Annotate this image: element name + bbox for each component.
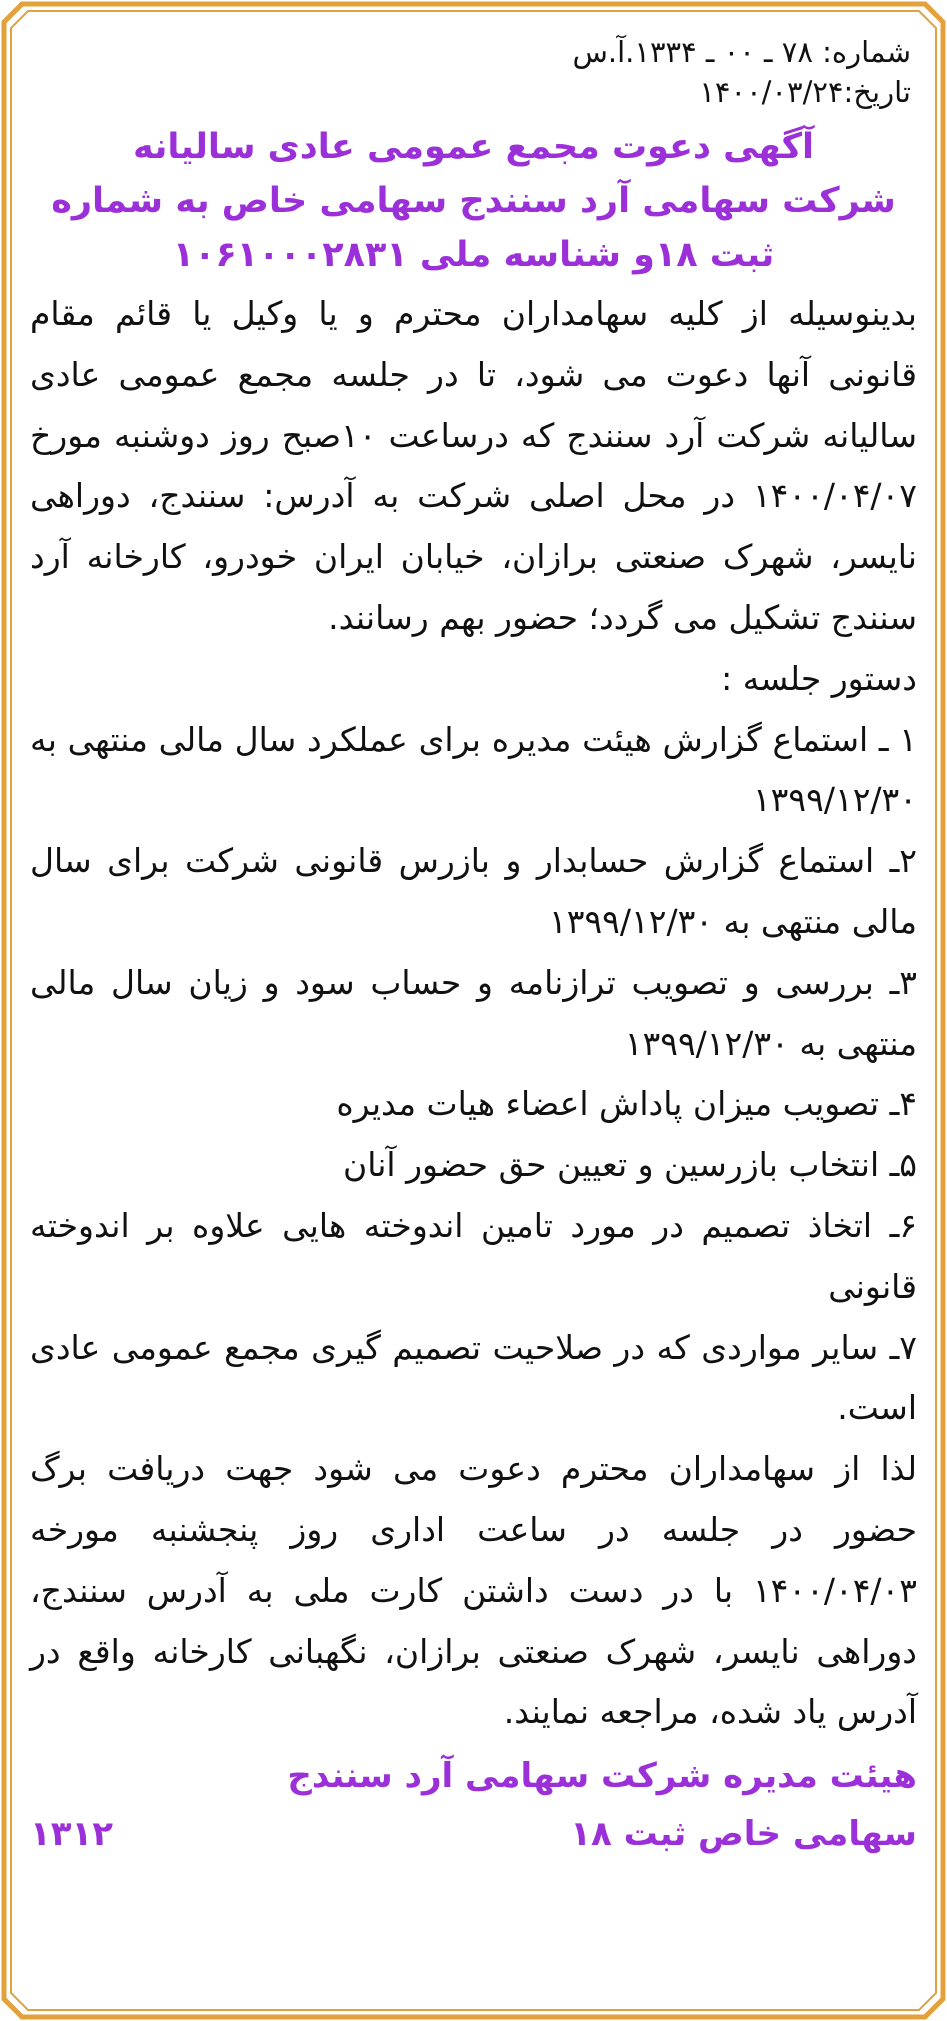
closing-paragraph: لذا از سهامداران محترم دعوت می شود جهت دریافت برگ حضور در جلسه در ساعت اداری روز پنجشنبه مورخه ۱۴۰۰/۰۴/۰۳ با در دست داشتن کارت ملی به آدرس سنندج، دوراهی نایسر، شهرک صنعتی برازان، نگهبانی کارخانه واقع در آدرس یاد شده، مراجعه نمایند. <box>30 1449 917 1732</box>
intro-paragraph: بدینوسیله از کلیه سهامداران محترم و یا وکیل یا قائم مقام قانونی آنها دعوت می شود، تا در جلسه مجمع عمومی عادی سالیانه شرکت آرد سنندج که درساعت ۱۰صبح روز دوشنبه مورخ ۱۴۰۰/۰۴/۰۷ در محل اصلی شرکت به آدرس: سنندج، دوراهی نایسر، شهرک صنعتی برازان، خیابان ایران خودرو، کارخانه آرد سنندج تشکیل می گردد؛ حضور بهم رسانند. <box>30 294 917 637</box>
signature-line-2: سهامی خاص ثبت ۱۸ <box>570 1814 917 1855</box>
document-meta <box>30 32 917 112</box>
agenda-item: ۴ـ تصویب میزان پاداش اعضاء هیات مدیره <box>336 1084 917 1124</box>
title-line-3: ثبت ۱۸و شناسه ملی ۱۰۶۱۰۰۰۲۸۳۱ <box>172 235 775 275</box>
agenda-item: ۱ ـ استماع گزارش هیئت مدیره برای عملکرد سال مالی منتهی به ۱۳۹۹/۱۲/۳۰ <box>30 719 917 820</box>
agenda-item: ۳ـ بررسی و تصویب ترازنامه و حساب سود و زیان سال مالی منتهی به ۱۳۹۹/۱۲/۳۰ <box>30 962 917 1063</box>
agenda-item: ۶ـ اتخاذ تصمیم در مورد تامین اندوخته هایی علاوه بر اندوخته قانونی <box>30 1205 917 1306</box>
title-line-1: آگهی دعوت مجمع عمومی عادی سالیانه <box>132 127 815 167</box>
agenda-item: ۲ـ استماع گزارش حسابدار و بازرس قانونی شرکت برای سال مالی منتهی به ۱۳۹۹/۱۲/۳۰ <box>30 841 917 941</box>
announcement <box>30 32 917 1992</box>
signature-block <box>30 1747 917 1863</box>
announcement-title <box>30 120 917 282</box>
agenda-heading: دستور جلسه : <box>721 658 917 698</box>
agenda-item: ۵ـ انتخاب بازرسین و تعیین حق حضور آنان <box>342 1145 917 1185</box>
document-number: شماره: ۷۸ ـ ۰۰ ـ ۱۳۳۴.آ.س <box>572 35 911 69</box>
title-line-2: شرکت سهامی آرد سنندج سهامی خاص به شماره <box>51 181 896 221</box>
document-date: تاریخ:۱۴۰۰/۰۳/۲۴ <box>699 75 911 109</box>
agenda-item: ۷ـ سایر مواردی که در صلاحیت تصمیم گیری مجمع عمومی عادی است. <box>30 1327 917 1428</box>
signature-line-1: هیئت مدیره شرکت سهامی آرد سنندج <box>287 1756 917 1797</box>
ad-code: ۱۳۱۲ <box>30 1814 114 1855</box>
announcement-body <box>30 284 917 1743</box>
